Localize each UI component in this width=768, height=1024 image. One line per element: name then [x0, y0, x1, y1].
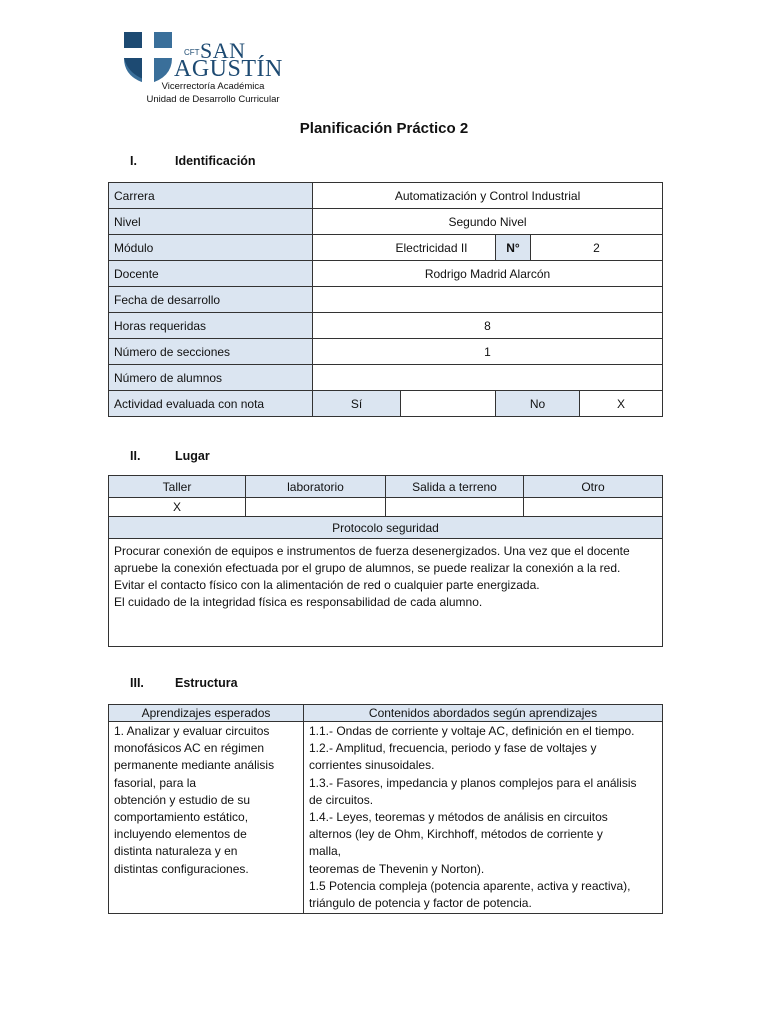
section-title: Estructura: [175, 676, 238, 690]
logo-cft-text: CFT: [184, 48, 200, 57]
fecha-value: [313, 287, 663, 313]
table-row: [109, 705, 663, 722]
logo-agustin-text: AGUSTÍN: [174, 56, 283, 82]
table-row: [109, 339, 663, 365]
section-identificacion-heading: [130, 154, 256, 168]
table-row: [109, 313, 663, 339]
contenido-line: 1.3.- Fasores, impedancia y planos complejos para el análisis: [309, 775, 637, 790]
protocolo-body: [109, 539, 663, 647]
fecha-label: Fecha de desarrollo: [109, 287, 313, 313]
estructura-table: [108, 704, 663, 914]
table-row: [109, 722, 663, 914]
section-number: III.: [130, 676, 144, 690]
protocolo-line: Evitar el contacto físico con la alimentación de red o cualquier parte energizada.: [114, 578, 540, 592]
contenido-line: alternos (ley de Ohm, Kirchhoff, métodos de corriente y: [309, 827, 603, 842]
contenido-line: de circuitos.: [309, 792, 374, 807]
contenido-line: malla,: [309, 844, 342, 859]
aprendizaje-line: distinta naturaleza y en: [114, 844, 238, 859]
alumnos-value: [313, 365, 663, 391]
table-row: [109, 539, 663, 647]
lugar-header-laboratorio: laboratorio: [246, 476, 386, 498]
table-row: [109, 517, 663, 539]
logo-san-text: SAN: [200, 38, 246, 63]
vicerrectoria-text: Vicerrectoría Académica: [161, 81, 265, 92]
table-row: [109, 235, 663, 261]
si-value: [401, 391, 496, 417]
modulo-label: Módulo: [109, 235, 313, 261]
table-row: [109, 261, 663, 287]
aprendizaje-line: fasorial, para la: [114, 775, 197, 790]
nivel-value: Segundo Nivel: [313, 209, 663, 235]
unidad-text: Unidad de Desarrollo Curricular: [146, 94, 280, 105]
aprendizaje-line: comportamiento estático,: [114, 810, 249, 825]
table-row: [109, 209, 663, 235]
lugar-header-otro: Otro: [524, 476, 663, 498]
no-value: X: [580, 391, 663, 417]
table-row: [109, 391, 663, 417]
lugar-table: [108, 475, 663, 647]
contenido-line: corrientes sinusoidales.: [309, 758, 435, 773]
contenido-line: 1.2.- Amplitud, frecuencia, periodo y fase de voltajes y: [309, 741, 597, 756]
horas-value: 8: [313, 313, 663, 339]
aprendizaje-line: monofásicos AC en régimen: [114, 741, 265, 756]
section-estructura-heading: [130, 676, 238, 690]
nivel-label: Nivel: [109, 209, 313, 235]
modulo-value: Electricidad II: [313, 235, 496, 261]
contenido-line: triángulo de potencia y factor de potencia.: [309, 896, 532, 911]
page-title: Planificación Práctico 2: [299, 120, 469, 137]
identificacion-table: [108, 182, 663, 417]
carrera-label: Carrera: [109, 183, 313, 209]
docente-value: Rodrigo Madrid Alarcón: [313, 261, 663, 287]
section-number: II.: [130, 449, 141, 463]
si-label: Sí: [313, 391, 401, 417]
lugar-value-salida: [386, 498, 524, 517]
section-number: I.: [130, 154, 137, 168]
alumnos-label: Número de alumnos: [109, 365, 313, 391]
lugar-header-taller: Taller: [109, 476, 246, 498]
aprendizaje-line: obtención y estudio de su: [114, 792, 251, 807]
contenidos-header: Contenidos abordados según aprendizajes: [304, 705, 663, 722]
numero-label: N°: [496, 235, 531, 260]
secciones-value: 1: [313, 339, 663, 365]
secciones-label: Número de secciones: [109, 339, 313, 365]
section-title: Lugar: [175, 449, 210, 463]
lugar-value-otro: [524, 498, 663, 517]
modulo-number-cell: [496, 235, 663, 261]
aprendizajes-header: Aprendizajes esperados: [109, 705, 304, 722]
contenido-line: teoremas de Thevenin y Norton).: [309, 861, 485, 876]
aprendizaje-line: permanente mediante análisis: [114, 758, 275, 773]
shield-cross-icon: [122, 28, 174, 86]
aprendizaje-line: 1. Analizar y evaluar circuitos: [114, 724, 270, 738]
contenido-line: 1.5 Potencia compleja (potencia aparente, activa y reactiva),: [309, 878, 631, 893]
table-row: [109, 498, 663, 517]
contenidos-cell: [304, 722, 663, 914]
contenido-line: 1.4.- Leyes, teoremas y métodos de análisis en circuitos: [309, 810, 608, 825]
protocolo-line: apruebe la conexión efectuada por el grupo de alumnos, se puede realizar la conexión a la red.: [114, 561, 621, 575]
table-row: [109, 183, 663, 209]
no-label: No: [496, 391, 580, 417]
protocolo-line: Procurar conexión de equipos e instrumentos de fuerza desenergizados. Una vez que el docente: [114, 544, 630, 558]
numero-value: 2: [593, 240, 600, 255]
table-row: [109, 476, 663, 498]
lugar-header-salida: Salida a terreno: [386, 476, 524, 498]
docente-label: Docente: [109, 261, 313, 287]
contenido-line: 1.1.- Ondas de corriente y voltaje AC, definición en el tiempo.: [309, 724, 635, 738]
table-row: [109, 287, 663, 313]
lugar-value-taller: X: [109, 498, 246, 517]
protocolo-line: El cuidado de la integridad física es responsabilidad de cada alumno.: [114, 595, 483, 609]
protocolo-header: Protocolo seguridad: [109, 517, 663, 539]
section-title: Identificación: [175, 154, 256, 168]
aprendizajes-cell: [109, 722, 304, 914]
carrera-value: Automatización y Control Industrial: [313, 183, 663, 209]
aprendizaje-line: distintas configuraciones.: [114, 861, 249, 876]
section-lugar-heading: [130, 449, 210, 463]
aprendizaje-line: incluyendo elementos de: [114, 827, 247, 842]
table-row: [109, 365, 663, 391]
lugar-value-laboratorio: [246, 498, 386, 517]
evaluada-label: Actividad evaluada con nota: [109, 391, 313, 417]
horas-label: Horas requeridas: [109, 313, 313, 339]
